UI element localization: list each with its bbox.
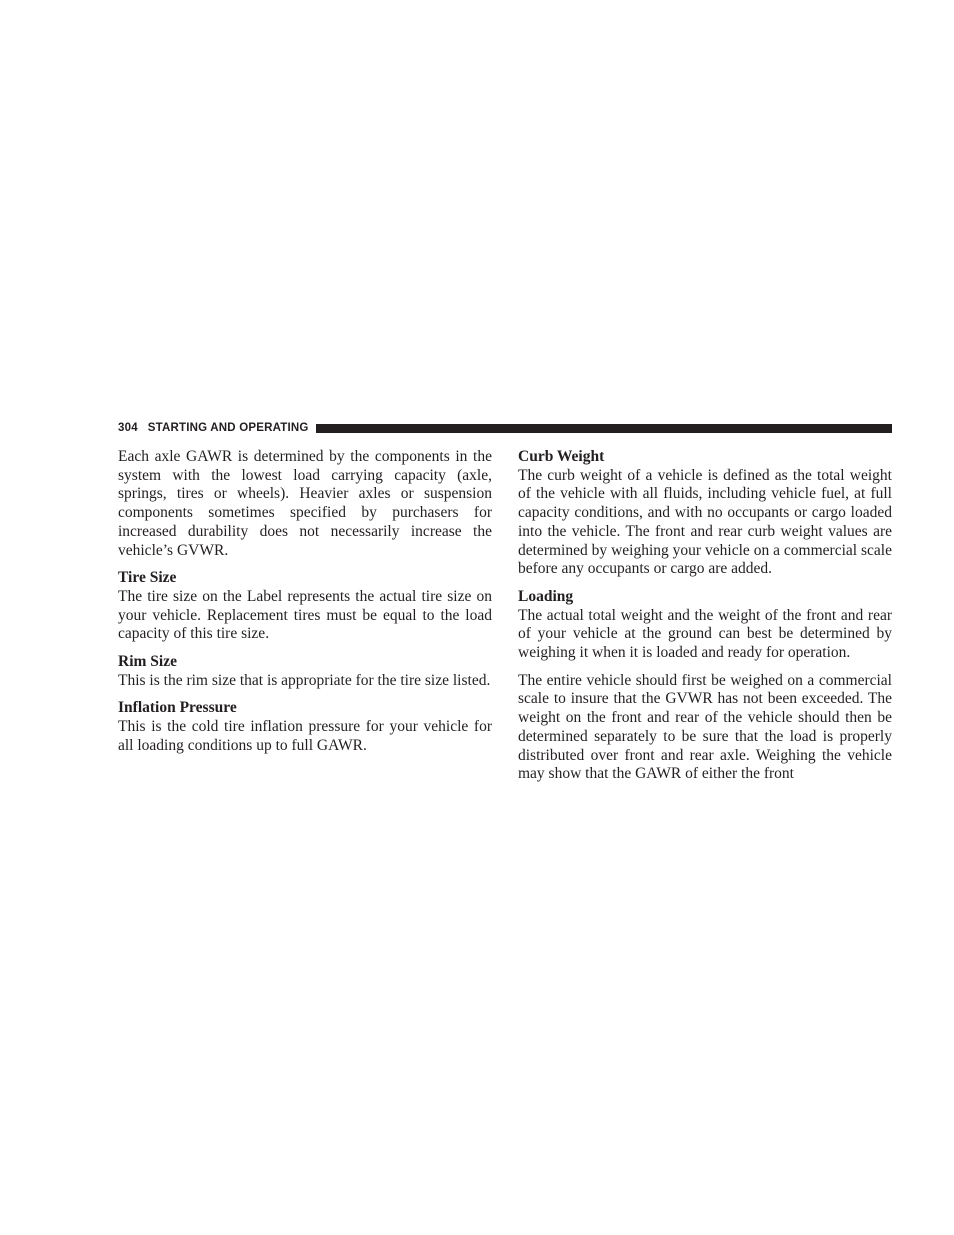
loading-paragraph-1: The actual total weight and the weight of the front and rear of your vehicle at the ground can best be determined by weighing it when it is loaded and ready for operation. <box>518 606 892 662</box>
tire-size-heading: Tire Size <box>118 569 177 587</box>
curb-weight-heading: Curb Weight <box>518 448 605 465</box>
section-title: STARTING AND OPERATING <box>147 422 309 434</box>
loading-heading: Loading <box>518 587 574 605</box>
rim-size-heading: Rim Size <box>118 653 177 671</box>
rim-size-paragraph: This is the rim size that is appropriate for the tire size listed. <box>118 671 491 689</box>
page-number: 304 <box>118 422 138 434</box>
header-rule <box>316 424 892 433</box>
tire-size-paragraph: The tire size on the Label represents the actual tire size on your vehicle. Replacement tires must be equal to the load capacity of this tire size. <box>118 587 492 643</box>
left-column <box>118 448 492 765</box>
intro-paragraph: Each axle GAWR is determined by the components in the system with the lowest load carrying capacity (axle, springs, tires or wheels). Heavier axles or suspension components sometimes specified by purchasers for increased durability does not necessarily increase the vehicle’s GVWR. <box>118 448 492 559</box>
inflation-pressure-paragraph: This is the cold tire inflation pressure for your vehicle for all loading conditions up to full GAWR. <box>118 718 492 754</box>
curb-weight-paragraph: The curb weight of a vehicle is defined as the total weight of the vehicle with all fluids, including vehicle fuel, at full capacity conditions, and with no occupants or cargo loaded into the vehicle. The front and rear curb weight values are determined by weighing your vehicle on a commercial scale before any occupants or cargo are added. <box>518 466 892 578</box>
right-column <box>518 448 892 793</box>
inflation-pressure-heading: Inflation Pressure <box>118 699 237 717</box>
loading-paragraph-2: The entire vehicle should first be weighed on a commercial scale to insure that the GVWR has not been exceeded. The weight on the front and rear of the vehicle should then be determined separately to be sure that the load is properly distributed over front and rear axle. Weighing the vehicle may show that the GAWR of either the front <box>518 671 892 783</box>
page-header <box>118 420 892 436</box>
